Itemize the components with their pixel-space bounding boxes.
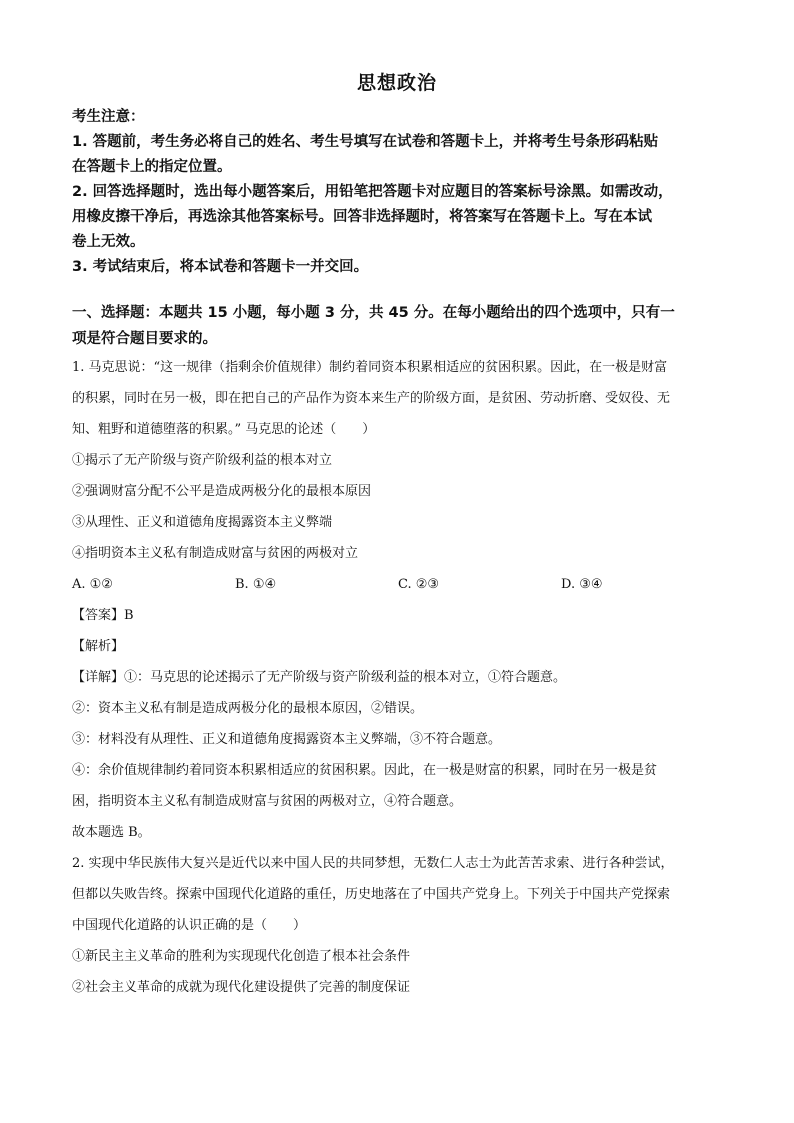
section-line: 项是符合题目要求的。: [72, 331, 217, 347]
exam-notice: [72, 105, 732, 280]
notice-heading: 考生注意：: [72, 109, 145, 125]
notice-line: 用橡皮擦干净后，再选涂其他答案标号。回答非选择题时，将答案写在答题卡上。写在本试: [72, 209, 652, 225]
q2-statement: ②社会主义革命的成就为现代化建设提供了完善的制度保证: [72, 980, 411, 995]
question-2: [72, 848, 732, 1003]
notice-line: 2. 回答选择题时，选出每小题答案后，用铅笔把答题卡对应题目的答案标号涂黑。如需改动，: [72, 184, 673, 200]
q2-stem-line: 但都以失败告终。探索中国现代化道路的重任，历史地落在了中国共产党身上。下列关于中国共产党探索: [72, 887, 671, 902]
q1-detail-line: 【详解】①：马克思的论述揭示了无产阶级与资产阶级利益的根本对立，①符合题意。: [72, 670, 567, 685]
q1-detail-line: ④：余价值规律制约着同资本积累相适应的贫困积累。因此，在一极是财富的积累，同时在另一极是贫: [72, 763, 658, 778]
q1-stem-line: 1. 马克思说：“这一规律（指剩余价值规律）制约着同资本积累相适应的贫困积累。因此，在一极是财富: [72, 360, 668, 375]
q1-detail-line: ②：资本主义私有制是造成两极分化的最根本原因，②错误。: [72, 701, 424, 716]
q1-analysis-label: 【解析】: [72, 639, 125, 654]
notice-line: 3. 考试结束后，将本试卷和答题卡一并交回。: [72, 259, 369, 275]
q1-option-a: A. ①②: [72, 577, 113, 592]
q1-detail-line: 困，指明资本主义私有制造成财富与贫困的两极对立，④符合题意。: [72, 794, 463, 809]
q2-stem-line: 2. 实现中华民族伟大复兴是近代以来中国人民的共同梦想，无数仁人志士为此苦苦求索、进行各种尝试，: [72, 856, 674, 871]
section-heading: [72, 300, 732, 352]
q1-option-c: C. ②③: [398, 577, 440, 592]
questions: [72, 352, 732, 1003]
notice-line: 1. 答题前，考生务必将自己的姓名、考生号填写在试卷和答题卡上，并将考生号条形码粘贴: [72, 134, 659, 150]
q1-option-d: D. ③④: [561, 577, 603, 592]
q1-answer: 【答案】B: [72, 608, 134, 623]
q1-option-b: B. ①④: [235, 577, 277, 592]
q1-statement: ④指明资本主义私有制造成财富与贫困的两极对立: [72, 546, 359, 561]
q2-statement: ①新民主主义革命的胜利为实现现代化创造了根本社会条件: [72, 949, 411, 964]
q1-detail-line: 故本题选 B。: [72, 825, 151, 840]
notice-line: 卷上无效。: [72, 234, 145, 250]
q1-options: [72, 569, 732, 600]
q1-stem-line: 知、粗野和道德堕落的积累。” 马克思的论述（ ）: [72, 422, 376, 437]
notice-line: 在答题卡上的指定位置。: [72, 159, 232, 175]
q1-detail-line: ③：材料没有从理性、正义和道德角度揭露资本主义弊端，③不符合题意。: [72, 732, 502, 747]
question-1: [72, 352, 732, 848]
q1-statement: ①揭示了无产阶级与资产阶级利益的根本对立: [72, 453, 333, 468]
q1-statement: ②强调财富分配不公平是造成两极分化的最根本原因: [72, 484, 372, 499]
page-title: 思想政治: [356, 72, 437, 94]
q1-statement: ③从理性、正义和道德角度揭露资本主义弊端: [72, 515, 333, 530]
q1-stem-line: 的积累，同时在另一极，即在把自己的产品作为资本来生产的阶级方面，是贫困、劳动折磨、受奴役、无: [72, 391, 671, 406]
q2-stem-line: 中国现代化道路的认识正确的是（ ）: [72, 918, 307, 933]
section-line: 一、选择题：本题共 15 小题，每小题 3 分，共 45 分。在每小题给出的四个选项中，只有一: [72, 305, 675, 321]
